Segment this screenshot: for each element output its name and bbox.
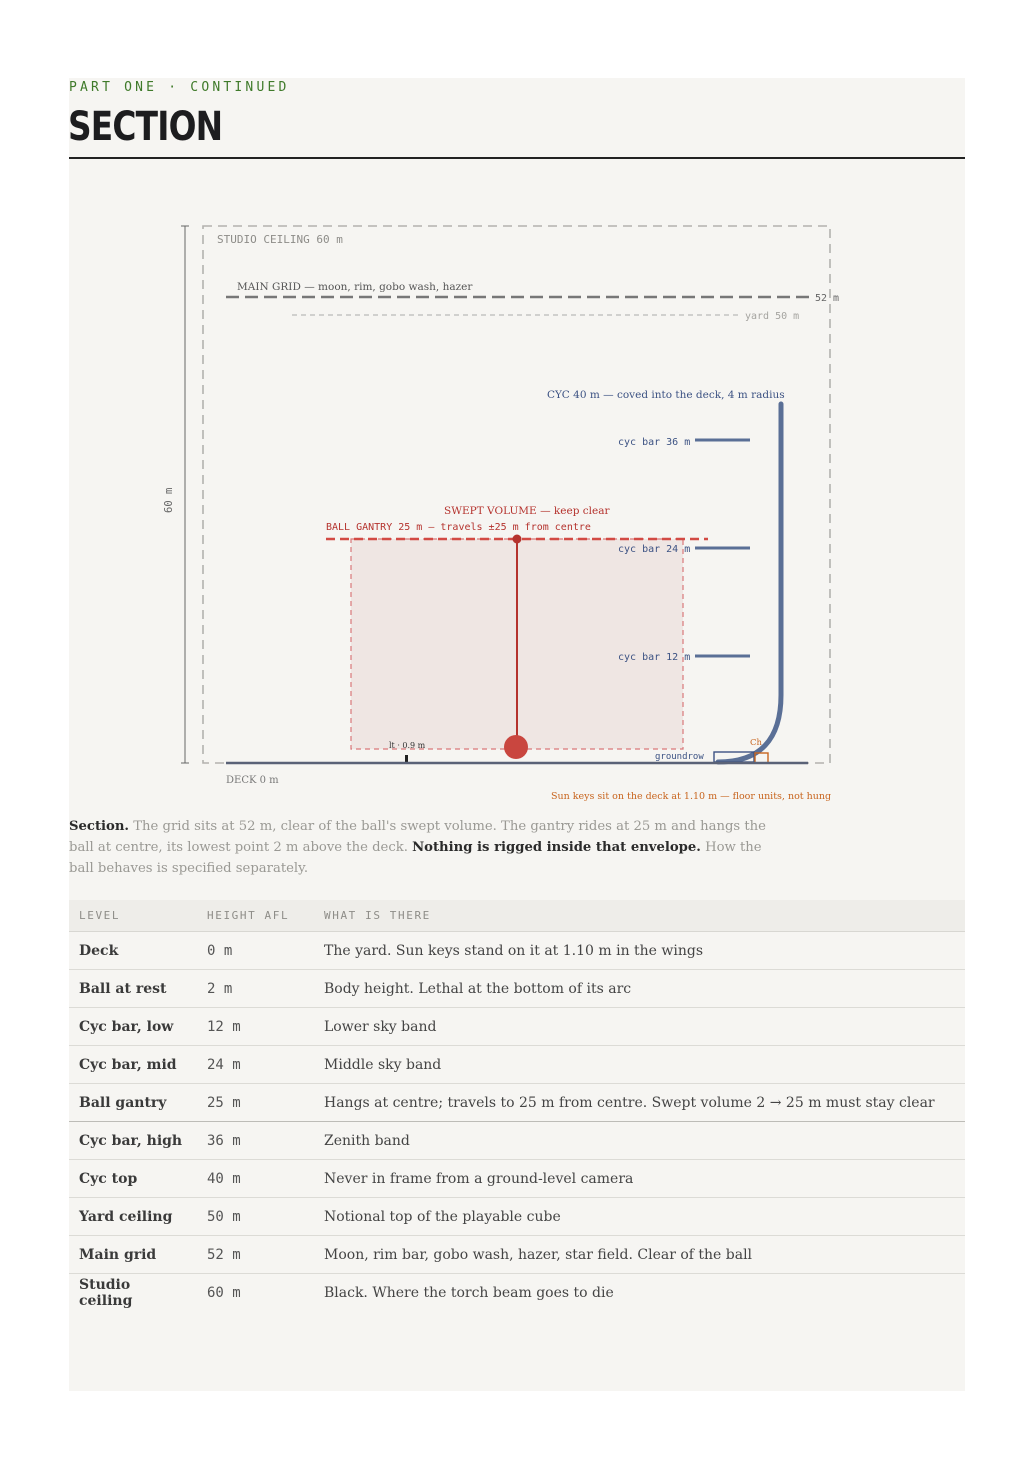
caption-bold: Nothing is rigged inside that envelope.	[412, 840, 701, 855]
table-row	[69, 1274, 965, 1312]
table-row	[69, 1198, 965, 1236]
gantry-label: BALL GANTRY 25 m — travels ±25 m from centre	[326, 522, 591, 533]
what-cell: Notional top of the playable cube	[314, 1198, 965, 1236]
level-cell: Ball gantry	[69, 1084, 197, 1122]
page-title: SECTION	[68, 104, 223, 150]
section-eyebrow: PART ONE · CONTINUED	[69, 80, 290, 95]
table-row	[69, 1084, 965, 1122]
what-cell: Body height. Lethal at the bottom of its arc	[314, 970, 965, 1008]
what-cell: Middle sky band	[314, 1046, 965, 1084]
height-cell: 12 m	[197, 1008, 314, 1046]
gantry-trolley	[513, 535, 522, 544]
yard-label: yard 50 m	[745, 311, 800, 322]
level-cell: Main grid	[69, 1236, 197, 1274]
cyc-label: CYC 40 m — coved into the deck, 4 m radius	[547, 389, 785, 401]
height-cell: 60 m	[207, 1284, 241, 1301]
level-cell: Cyc top	[69, 1160, 197, 1198]
what-cell: Black. Where the torch beam goes to die	[324, 1284, 614, 1301]
level-cell: Yard ceiling	[69, 1198, 197, 1236]
height-cell: 50 m	[197, 1198, 314, 1236]
caption-text-2: How the ball behaves is specified separately.	[69, 840, 762, 876]
level-cell: Cyc bar, high	[69, 1122, 197, 1160]
what-cell: Hangs at centre; travels to 25 m from centre. Swept volume 2 → 25 m must stay clear	[314, 1084, 965, 1122]
groundrow-label: groundrow	[655, 752, 704, 762]
height-cell: 36 m	[197, 1122, 314, 1160]
level-cell: Deck	[69, 932, 197, 970]
height-cell: 40 m	[197, 1160, 314, 1198]
what-cell: Never in frame from a ground-level camera	[314, 1160, 965, 1198]
height-cell: 2 m	[197, 970, 314, 1008]
table-row	[69, 932, 965, 970]
col-header-height: HEIGHT AFL	[197, 900, 314, 932]
caption-text-1: The grid sits at 52 m, clear of the ball's swept volume. The gantry rides at 25 m and hangs the ball at centre, its lowest point 2 m above the deck.	[69, 819, 766, 855]
sun-keys-note: Sun keys sit on the deck at 1.10 m — floor units, not hung	[551, 791, 832, 802]
ball	[504, 735, 528, 759]
what-cell: Moon, rim bar, gobo wash, hazer, star field. Clear of the ball	[314, 1236, 965, 1274]
cyc-curve	[718, 404, 781, 762]
cyc-bar-high-label: cyc bar 36 m	[618, 437, 691, 448]
levels-table	[69, 900, 965, 1311]
table-row	[69, 970, 965, 1008]
deck-label: DECK 0 m	[226, 775, 279, 786]
ch-label: Ch	[750, 738, 762, 748]
table-header-row	[69, 900, 965, 932]
table-row	[69, 1236, 965, 1274]
what-cell: Zenith band	[314, 1122, 965, 1160]
swept-volume-label: SWEPT VOLUME — keep clear	[444, 505, 610, 517]
level-cell: Cyc bar, low	[69, 1008, 197, 1046]
diagram-caption	[69, 816, 789, 879]
level-cell: Ball at rest	[69, 970, 197, 1008]
caption-lead: Section.	[69, 819, 130, 834]
table-row	[69, 1046, 965, 1084]
studio-ceiling-label: STUDIO CEILING 60 m	[217, 233, 343, 246]
main-grid-label: MAIN GRID — moon, rim, gobo wash, hazer	[237, 281, 473, 293]
height-cell: 52 m	[197, 1236, 314, 1274]
level-cell: Studio ceiling	[79, 1276, 133, 1309]
table-row	[69, 1008, 965, 1046]
height-cell: 25 m	[197, 1084, 314, 1122]
cyc-bar-mid-label: cyc bar 24 m	[618, 544, 691, 555]
light-label: lt · 0.9 m	[389, 741, 426, 750]
what-cell: The yard. Sun keys stand on it at 1.10 m in the wings	[314, 932, 965, 970]
height-dimension-label: 60 m	[163, 487, 175, 513]
col-header-what: WHAT IS THERE	[314, 900, 965, 932]
main-grid-height: 52 m	[815, 293, 840, 304]
cyc-bar-low-label: cyc bar 12 m	[618, 652, 691, 663]
col-header-level: LEVEL	[69, 900, 197, 932]
what-cell: Lower sky band	[314, 1008, 965, 1046]
table-row	[69, 1160, 965, 1198]
height-cell: 0 m	[197, 932, 314, 970]
height-cell: 24 m	[197, 1046, 314, 1084]
level-cell: Cyc bar, mid	[69, 1046, 197, 1084]
table-row	[69, 1122, 965, 1160]
